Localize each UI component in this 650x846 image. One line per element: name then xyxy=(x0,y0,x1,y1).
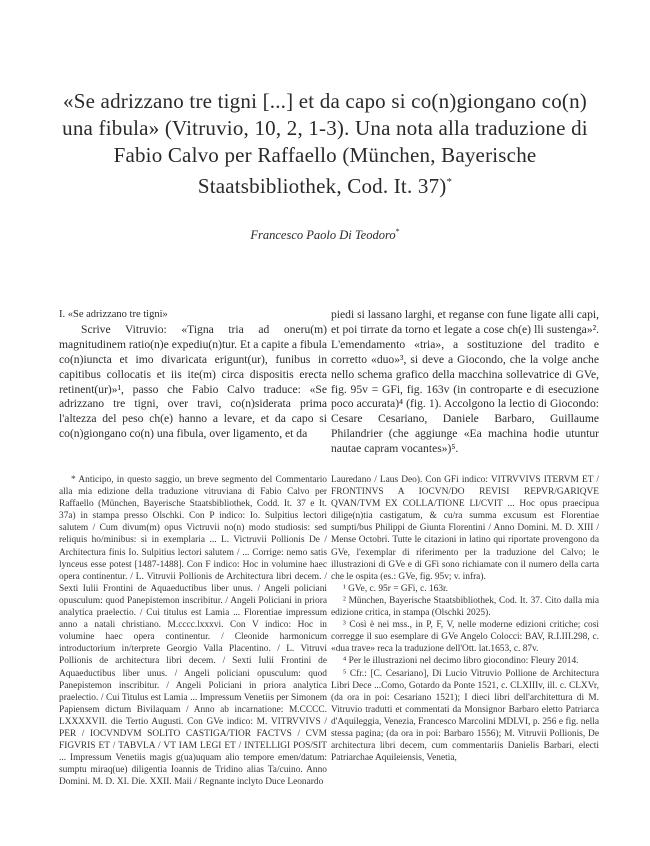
footnote-4: ⁴ Per le illustrazioni nel decimo libro giocondino: Fleury 2014. xyxy=(343,656,579,667)
footnote-3: ³ Così è nei mss., in P, F, V, nelle moderne edizioni critiche; così corregge il suo esemplare di GVe Angelo Colocci: BAV, R.I.III.298, c. «dua trave» reca la traduzione dell'Ott. lat.1653, c. 87v. xyxy=(331,620,599,655)
title-note-mark: * xyxy=(446,176,453,188)
footnotes-left xyxy=(59,474,327,788)
footnote-1: ¹ GVe, c. 95r = GFi, c. 163r. xyxy=(343,583,448,594)
body-paragraph-left: Scrive Vitruvio: «Tigna tria ad oneru(m) magnitudinem ratio(n)e expediu(n)tur. Et a capite a fibula co(n)iuncta et imo divaricata erigunt(ur), funibus in capitibus collocatis et iis ite(m) circa dispositis erecta retinent(ur)»¹, passo che Fabio Calvo traduce: «Se adrizzano tre tigni, over travi, co(n)siderata prima l'altezza del peso ch(e) hanno a levare, et da capo si co(n)giongano co(n) una fibula, over ligamento, et da xyxy=(59,322,327,441)
author-name: Francesco Paolo Di Teodoro xyxy=(250,228,396,243)
footnote-2: ² München, Bayerische Staatsbibliothek, Cod. It. 37. Cito dalla mia edizione critica, in stampa (Olschki 2025). xyxy=(331,595,599,619)
title-text: «Se adrizzano tre tigni [...] et da capo si co(n)giongano co(n) una fibula» (Vitruvio, 10, 2, 1-3). Una nota alla traduzione di Fabio Calvo per Raffaello (München, Bayerische Staatsbibliothek, Cod. It. 37) xyxy=(62,89,588,198)
footnote-star: * Anticipo, in questo saggio, un breve segmento del Commentario alla mia edizione della traduzione vitruviana di Fabio Calvo per Raffaello (München, Bayerische Staatsbibliothek, Codd. It. 37 e It. 37a) in stampa presso Olschki. Con P indico: Io. Sulpitius lectori salutem / Cum divum(m) opus Victruvii no(n) modo studiosis: sed reliquis ho/minibus: si in exemplaria ... L. Victruvii Pollionis De / Architectura finis Io. Sulpitius lectori salutem / ... Corrige: nemo satis lynceus esse potest [1487-1488]. Con F indico: Hoc in volumine haec opera continentur. / L. Vitruvii Pollionis de Architectura libri decem. / Sexti Iulii Frontini de Aquaeductibus liber unus. / Angeli policiani opusculum: quod Panepistemon inscribitur. / Angeli Policiani in priora analytica praelectio. / Cui titulus est Lamia ... Florentiae impressum anno a natali christiano. M.cccc.lxxxvi. Con V indico: Hoc in volumine haec opera continentur. / Cleonide harmonicum introductorium in/terprete Georgio Valla Placentino. / L. Vitruvi Pollionis de architectura libri decem. / Sexti Iulii Frontini de Aquaeductibus liber unus. / Angeli policiani opusculum: quod Panepistemon inscribitur. / Angeli Policiani in priora analytica praelectio. / Cui Titulus est Lamia ... Impressum Venetiis per Simonem Papiensem dictum Bivilaquam / Anno ab incarnatione: M.CCCC. LXXXXVII. die Tertio Augusti. Con GVe indico: M. VITRVVIVS / PER / IOCVNDVM SOLITO CASTIGA/TIOR FACTVS / CVM FIGVRIS ET / TABVLA / VT IAM LEGI ET / INTELLIGI POS/SIT ... Impressum Venetiis magis g(ua)uquam alio tempore emen/datum: sumptu miraq(ue) diligentia Ioannis de Tridino alias Ta/cuino. Anno Domini. M. D. XI. Die. XXII. Maii / Regnante inclyto Duce Leonardo xyxy=(59,475,327,788)
footnote-5: ⁵ Cfr.: [C. Cesariano], Di Lucio Vitruvio Pollione de Architectura Libri Dece ...Como, Gotardo da Ponte 1521, c. CLXIIIv, ill. c. CLXVr, (da ora in poi: Cesariano 1521); I dieci libri dell'architettura di M. Vitruvio tradutti et commentati da Monsignor Barbaro eletto Patriarca d'Aquileggia, Venezia, Francesco Marcolini MDLVI, p. 256 e fig. nella stessa pagina; (da ora in poi: Barbaro 1556); M. Vitruvii Pollionis, De architectura libri decem, cum commentariis Danielis Barbari, electi Patriarchae Aquileiensis, Venetia, xyxy=(331,668,599,764)
author-line xyxy=(0,227,650,243)
article-title xyxy=(60,88,590,200)
author-note-mark: * xyxy=(395,227,400,236)
body-column-left xyxy=(59,308,327,442)
footnotes-right xyxy=(331,474,599,764)
footnote-continuation: Lauredano / Laus Deo). Con GFi indico: VITRVVIVS ITERVM ET / FRONTINVS A IOCVN/DO REVISI REPVR/GARIQVE QVAN/TVM EX COLLA/TIONE LI/CVIT ... Hoc opus praecipua dilige(n)tia castigatum, & cu/ra summa excusum est Florentiae sumpti/bus Philippi de Giunta Florentini / Anno Domini. M. D. XIII / Mense Octobri. Tutte le citazioni in latino qui riportate provengono da GVe, l'exemplar di riferimento per la traduzione del Calvo; le illustrazioni di GVe e di GFi sono richiamate con il numero della carta che le ospita (es.: GVe, fig. 95v; v. infra). xyxy=(331,475,599,582)
body-paragraph-right: piedi si lassano larghi, et reganse con fune ligate alli capi, et poi tirrate da torno et legate a cose ch(e) lli sustenga»². L'emendamento «tria», a sostituzione del tradito e corretto «duo»³, si deve a Giocondo, che la volge anche nello schema grafico della macchina sollevatrice di GVe, fig. 95v = GFi, fig. 163v (in controparte e di esecuzione poco accurata)⁴ (fig. 1). Accolgono la lectio di Giocondo: Cesare Cesariano, Daniele Barbaro, Guillaume Philandrier (che aggiunge «Ea machina hodie utuntur nautae capram vocantes»)⁵. xyxy=(331,308,599,456)
body-column-right xyxy=(331,308,599,457)
section-heading: I. «Se adrizzano tre tigni» xyxy=(59,309,168,320)
